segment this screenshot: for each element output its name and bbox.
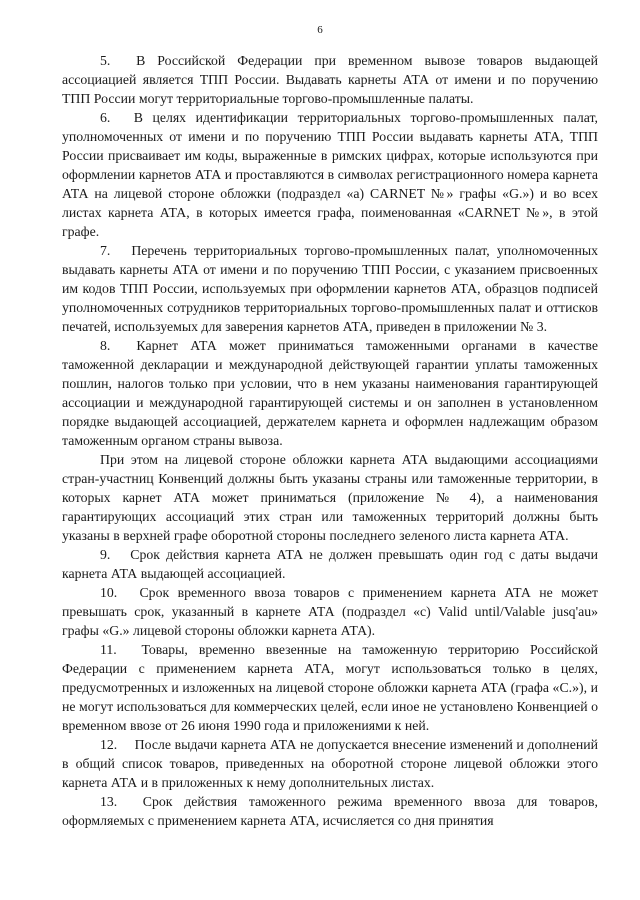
paragraph-5: 5. В Российской Федерации при временном вывозе товаров выдающей ассоциацией является ТПП России. Выдавать карнеты АТА от имени и по поручению ТПП России могут территориальные торгово-промышленные палаты.	[62, 53, 598, 106]
paragraph-9: 9. Срок действия карнета АТА не должен превышать один год с даты выдачи карнета АТА выдающей ассоциацией.	[62, 547, 598, 581]
page-number: 6	[317, 24, 323, 36]
paragraph-6: 6. В целях идентификации территориальных торгово-промышленных палат, уполномоченных от имени и по поручению ТПП России выдавать карнеты АТА, ТПП России присваивает им коды, выраженные в римских цифрах, которые используются при оформлении карнетов АТА и проставляются в символах регистрационного номера карнета АТА на лицевой стороне обложки (подраздел «а) CARNET №» графы «G.») и во всех листах карнета АТА, в которых имеется графа, поименованная «CARNET №», в этой графе.	[62, 110, 598, 239]
paragraph-12: 12. После выдачи карнета АТА не допускается внесение изменений и дополнений в общий список товаров, приведенных на оборотной стороне лицевой обложки этого карнета АТА и в приложенных к нему дополнительных листах.	[62, 737, 598, 790]
paragraph-7: 7. Перечень территориальных торгово-промышленных палат, уполномоченных выдавать карнеты АТА от имени и по поручению ТПП России, с указанием присвоенных им кодов ТПП России, используемых при оформлении карнетов АТА, образцов подписей уполномоченных сотрудников территориальных торгово-промышленных палат и оттисков печатей, используемых для заверения карнетов АТА, приведен в приложении № 3.	[62, 243, 598, 334]
paragraph-10: 10. Срок временного ввоза товаров с применением карнета АТА не может превышать срок, указанный в карнете АТА (подраздел «с) Valid until/Valable jusq'au» графы «G.» лицевой стороны обложки карнета АТА).	[62, 585, 598, 638]
paragraph-8: 8. Карнет АТА может приниматься таможенными органами в качестве таможенной декларации и международной действующей гарантии уплаты таможенных пошлин, налогов только при условии, что в нем указаны наименования гарантирующей ассоциации и международной гарантирующей системы и он заполнен в установленном порядке выдающей ассоциацией, держателем карнета и оформлен надлежащим образом таможенным органом страны вывоза.	[62, 338, 598, 448]
paragraph-11: 11. Товары, временно ввезенные на таможенную территорию Российской Федерации с применением карнета АТА, могут использоваться только в целях, предусмотренных и изложенных на лицевой стороне обложки карнета АТА (графа «С.»), и не могут использоваться для коммерческих целей, если иное не установлено Конвенцией о временном ввозе от 26 июня 1990 года и приложениями к ней.	[62, 642, 598, 733]
document-body	[62, 51, 598, 830]
paragraph-13: 13. Срок действия таможенного режима временного ввоза для товаров, оформляемых с применением карнета АТА, исчисляется со дня принятия	[62, 794, 598, 828]
paragraph-8-continuation: При этом на лицевой стороне обложки карнета АТА выдающими ассоциациями стран-участниц Конвенций должны быть указаны страны или таможенные территории, в которых карнет АТА может приниматься (приложение № 4), а наименования гарантирующих ассоциаций этих стран или таможенных территорий должны быть указаны в верхней графе оборотной стороны последнего зеленого листа карнета АТА.	[62, 452, 598, 543]
